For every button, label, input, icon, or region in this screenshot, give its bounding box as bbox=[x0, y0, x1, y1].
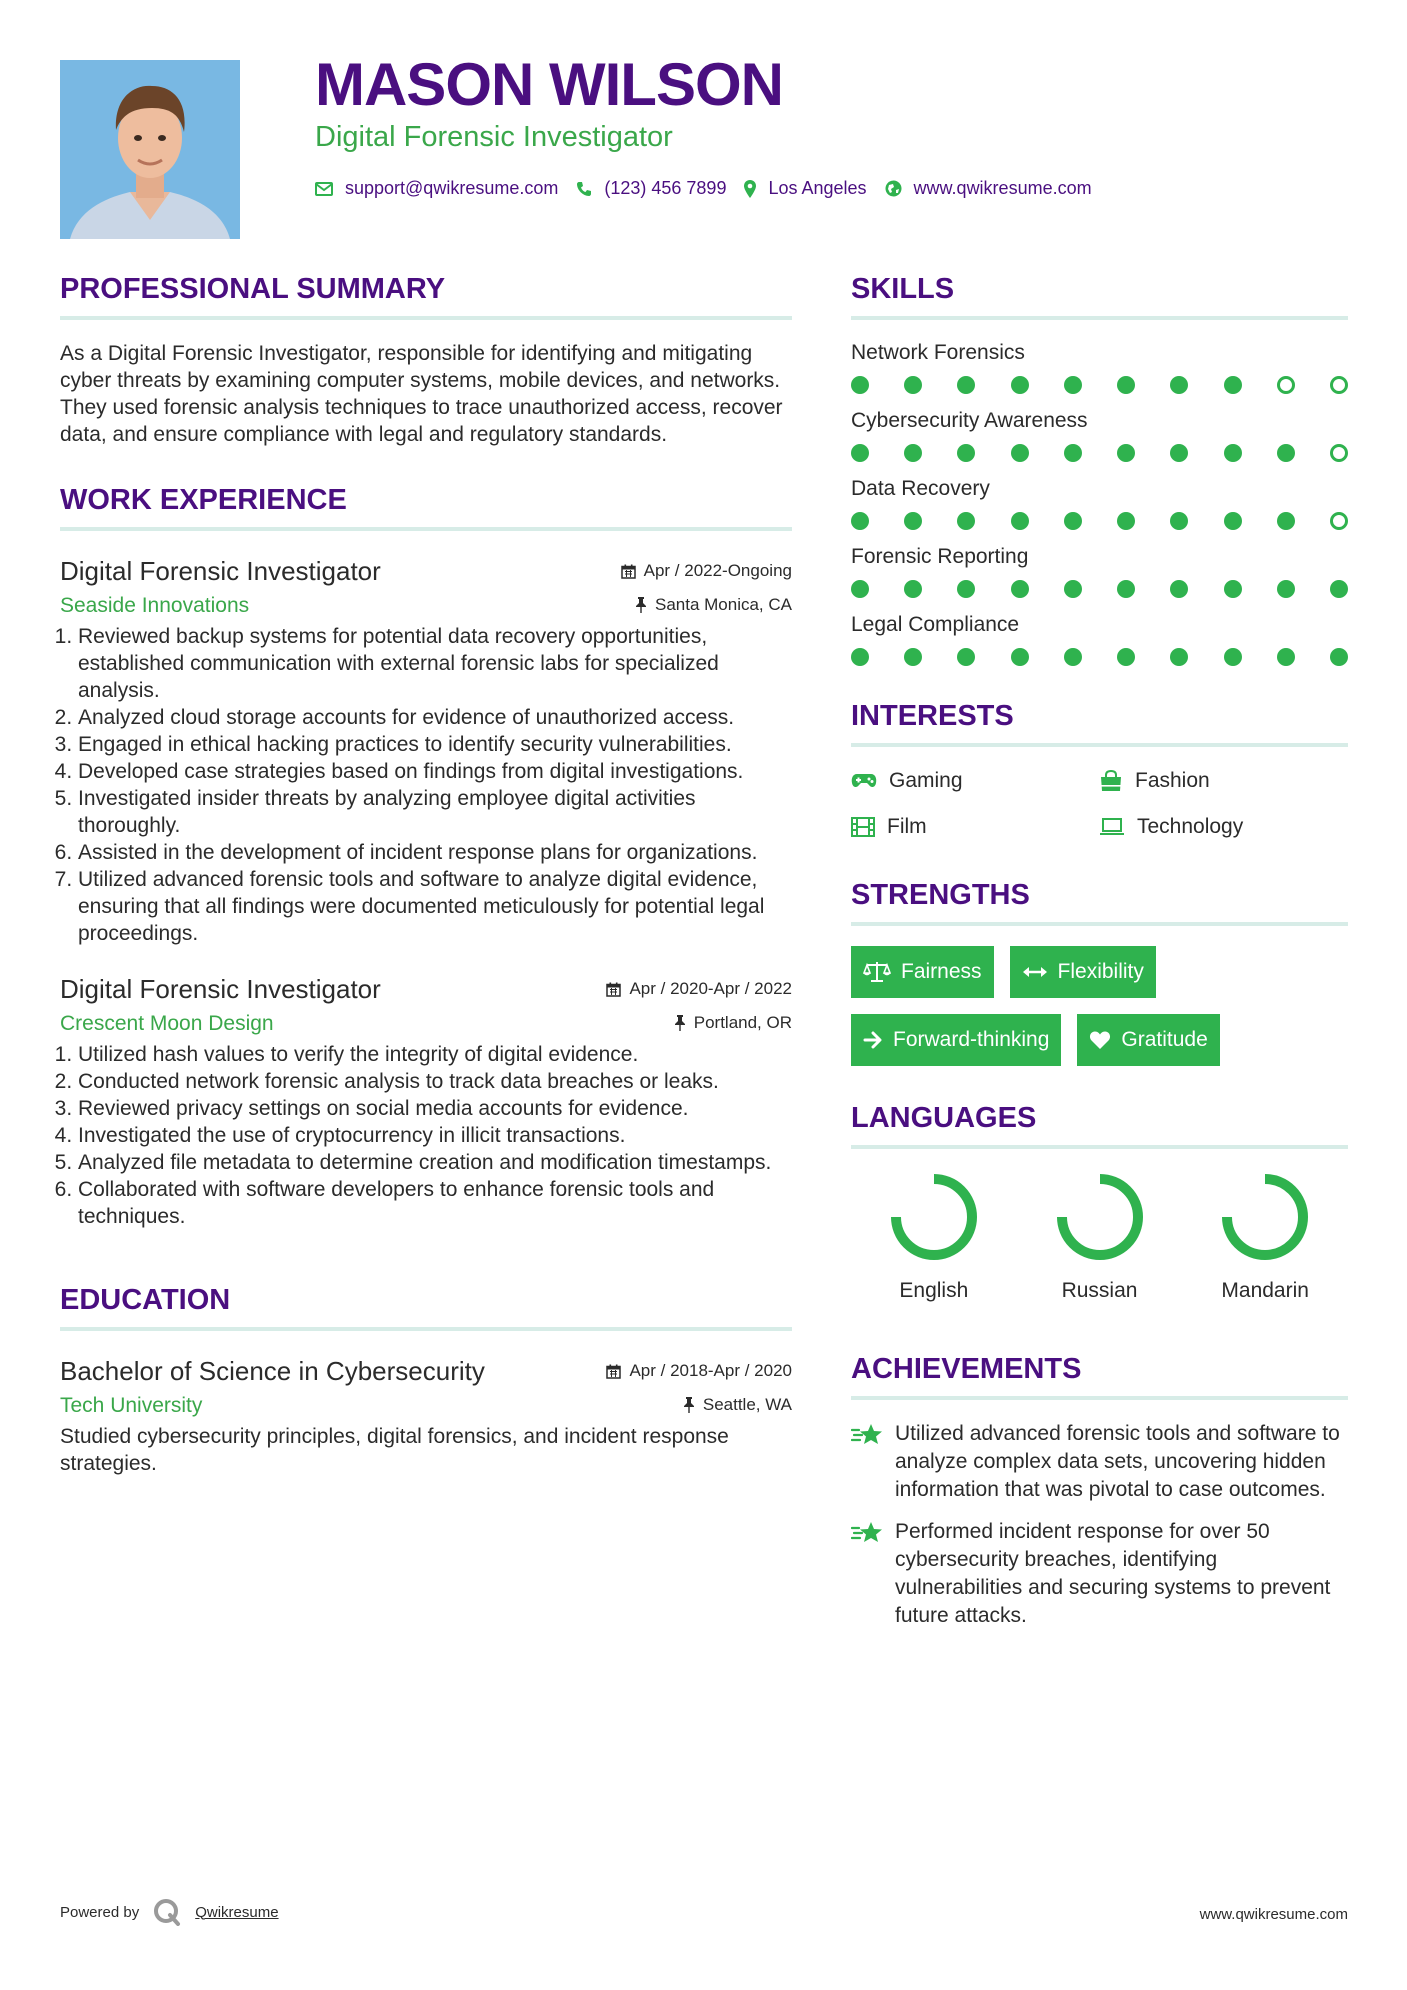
job-location-text: Santa Monica, CA bbox=[654, 595, 792, 614]
skill-item bbox=[851, 612, 1348, 666]
skill-name: Forensic Reporting bbox=[851, 545, 1029, 568]
job-title: Digital Forensic Investigator bbox=[60, 974, 381, 1004]
rating-dot-filled bbox=[1330, 580, 1348, 598]
skill-item bbox=[851, 544, 1348, 598]
list-item: 5. Analyzed file metadata to determine creation and modification timestamps. bbox=[78, 1149, 792, 1176]
rating-dot-filled bbox=[1117, 648, 1135, 666]
calendar-icon bbox=[606, 982, 621, 997]
contact-website[interactable] bbox=[885, 178, 1092, 199]
skills-list bbox=[851, 340, 1348, 666]
strengths-section bbox=[851, 881, 1348, 1066]
calendar-icon bbox=[606, 1364, 621, 1379]
interest-label: Fashion bbox=[1135, 769, 1210, 792]
rating-dot-filled bbox=[904, 648, 922, 666]
skills-section bbox=[851, 275, 1348, 666]
rating-dot-filled bbox=[1170, 444, 1188, 462]
experience-heading: WORK EXPERIENCE bbox=[60, 486, 792, 531]
rating-dot-filled bbox=[1224, 648, 1242, 666]
rating-dot-filled bbox=[1277, 580, 1295, 598]
rating-dot-filled bbox=[1170, 648, 1188, 666]
rating-dot-empty bbox=[1330, 444, 1348, 462]
strength-label: Gratitude bbox=[1121, 1028, 1208, 1051]
list-item: 2. Conducted network forensic analysis to track data breaches or leaks. bbox=[78, 1068, 792, 1095]
balance-scale-icon bbox=[863, 961, 891, 983]
right-column bbox=[851, 275, 1348, 1644]
phone-icon bbox=[576, 181, 592, 197]
calendar-icon bbox=[621, 564, 636, 579]
rating-dot-filled bbox=[1064, 648, 1082, 666]
list-item: 5. Investigated insider threats by analyzing employee digital activities thoroughly. bbox=[78, 785, 792, 839]
job-date bbox=[606, 979, 792, 999]
job-bullets bbox=[60, 1041, 792, 1230]
rating-dot-empty bbox=[1330, 512, 1348, 530]
rating-dot-filled bbox=[1277, 648, 1295, 666]
arrows-horizontal-icon bbox=[1022, 965, 1048, 979]
skill-rating bbox=[851, 580, 1348, 598]
education-date-text: Apr / 2018-Apr / 2020 bbox=[629, 1361, 792, 1380]
language-name: English bbox=[899, 1279, 969, 1302]
rating-dot-filled bbox=[1117, 376, 1135, 394]
heart-icon bbox=[1089, 1030, 1111, 1050]
achievements-heading: ACHIEVEMENTS bbox=[851, 1355, 1348, 1400]
shooting-star-icon bbox=[851, 1422, 883, 1448]
language-item bbox=[1182, 1169, 1348, 1303]
shopping-bag-icon bbox=[1099, 770, 1123, 792]
list-item: 1. Reviewed backup systems for potential data recovery opportunities, established communication with external forensic labs for specialized analysis. bbox=[78, 623, 792, 704]
degree-title: Bachelor of Science in Cybersecurity bbox=[60, 1356, 485, 1386]
rating-dot-filled bbox=[1224, 444, 1242, 462]
profile-photo bbox=[60, 60, 240, 239]
interest-item bbox=[851, 767, 1099, 795]
laptop-icon bbox=[1099, 818, 1125, 836]
language-level-ring bbox=[886, 1169, 982, 1265]
skill-item bbox=[851, 408, 1348, 462]
summary-text: As a Digital Forensic Investigator, responsible for identifying and mitigating cyber threats by examining computer systems, mobile devices, and networks. They used forensic analysis techniques to trace unauthorized access, recover data, and ensure compliance with legal and regulatory standards. bbox=[60, 342, 783, 446]
language-level-ring bbox=[1052, 1169, 1148, 1265]
rating-dot-filled bbox=[1117, 580, 1135, 598]
rating-dot-filled bbox=[851, 580, 869, 598]
footer-brand-link[interactable]: Qwikresume bbox=[195, 1903, 279, 1921]
rating-dot-filled bbox=[1224, 580, 1242, 598]
pushpin-icon bbox=[683, 1397, 695, 1413]
pushpin-icon bbox=[674, 1015, 686, 1031]
rating-dot-filled bbox=[1224, 376, 1242, 394]
strength-chip bbox=[851, 946, 994, 998]
job-date bbox=[621, 561, 792, 581]
list-item: 7. Utilized advanced forensic tools and software to analyze digital evidence, ensuring that all findings were documented meticulously for potential legal proceedings. bbox=[78, 866, 792, 947]
rating-dot-filled bbox=[1064, 512, 1082, 530]
interests-heading: INTERESTS bbox=[851, 702, 1348, 747]
language-level-arc bbox=[896, 1179, 972, 1255]
rating-dot-filled bbox=[851, 376, 869, 394]
rating-dot-filled bbox=[957, 648, 975, 666]
education-date bbox=[606, 1361, 792, 1381]
footer-powered-by bbox=[60, 1898, 279, 1926]
list-item: 3. Reviewed privacy settings on social media accounts for evidence. bbox=[78, 1095, 792, 1122]
list-item: 1. Utilized hash values to verify the integrity of digital evidence. bbox=[78, 1041, 792, 1068]
skill-item bbox=[851, 340, 1348, 394]
skill-rating bbox=[851, 512, 1348, 530]
contact-location-text: Los Angeles bbox=[768, 178, 867, 198]
language-level-arc bbox=[1227, 1179, 1303, 1255]
powered-by-text: Powered by bbox=[60, 1903, 140, 1921]
arrow-right-icon bbox=[863, 1031, 883, 1049]
list-item: 2. Analyzed cloud storage accounts for evidence of unauthorized access. bbox=[78, 704, 792, 731]
skill-rating bbox=[851, 648, 1348, 666]
strength-chip bbox=[1010, 946, 1156, 998]
rating-dot-filled bbox=[957, 444, 975, 462]
rating-dot-filled bbox=[1117, 512, 1135, 530]
languages-section bbox=[851, 1104, 1348, 1303]
job-bullets bbox=[60, 623, 792, 947]
rating-dot-filled bbox=[1224, 512, 1242, 530]
achievement-item bbox=[851, 1420, 1348, 1504]
strength-label: Fairness bbox=[901, 960, 982, 983]
rating-dot-filled bbox=[1277, 512, 1295, 530]
language-item bbox=[851, 1169, 1017, 1303]
job-location bbox=[674, 1013, 792, 1033]
rating-dot-filled bbox=[1170, 512, 1188, 530]
rating-dot-filled bbox=[1064, 580, 1082, 598]
achievement-text: Utilized advanced forensic tools and software to analyze complex data sets, uncovering hidden information that was pivotal to case outcomes. bbox=[895, 1422, 1340, 1501]
rating-dot-filled bbox=[1064, 376, 1082, 394]
interests-grid bbox=[851, 767, 1348, 841]
job-date-text: Apr / 2020-Apr / 2022 bbox=[629, 979, 792, 998]
language-level-arc bbox=[1062, 1179, 1138, 1255]
contact-website-text: www.qwikresume.com bbox=[913, 178, 1092, 198]
language-name: Mandarin bbox=[1221, 1279, 1309, 1302]
rating-dot-filled bbox=[1011, 512, 1029, 530]
strengths-list bbox=[851, 946, 1348, 1066]
list-item: 4. Developed case strategies based on findings from digital investigations. bbox=[78, 758, 792, 785]
strengths-heading: STRENGTHS bbox=[851, 881, 1348, 926]
map-marker-icon bbox=[744, 180, 756, 198]
contact-phone-text: (123) 456 7899 bbox=[604, 178, 727, 198]
rating-dot-empty bbox=[1277, 376, 1295, 394]
rating-dot-filled bbox=[904, 376, 922, 394]
rating-dot-filled bbox=[1170, 580, 1188, 598]
education-location bbox=[683, 1395, 792, 1415]
rating-dot-filled bbox=[904, 580, 922, 598]
job-title: Digital Forensic Investigator bbox=[60, 556, 381, 586]
experience-section bbox=[60, 486, 792, 1230]
skill-name: Data Recovery bbox=[851, 477, 990, 500]
pushpin-icon bbox=[635, 597, 647, 613]
skill-rating bbox=[851, 444, 1348, 462]
interests-section bbox=[851, 702, 1348, 841]
languages-list bbox=[851, 1169, 1348, 1303]
skill-item bbox=[851, 476, 1348, 530]
candidate-title: Digital Forensic Investigator bbox=[315, 121, 673, 153]
school-name: Tech University bbox=[60, 1394, 203, 1417]
contact-email[interactable] bbox=[315, 178, 558, 199]
summary-heading: PROFESSIONAL SUMMARY bbox=[60, 275, 792, 320]
rating-dot-filled bbox=[1170, 376, 1188, 394]
contact-location bbox=[744, 178, 866, 199]
achievements-section bbox=[851, 1355, 1348, 1630]
summary-section bbox=[60, 275, 792, 448]
qwikresume-logo-icon bbox=[153, 1898, 181, 1926]
rating-dot-filled bbox=[957, 580, 975, 598]
shooting-star-icon bbox=[851, 1520, 883, 1546]
contact-bar bbox=[315, 178, 1110, 199]
rating-dot-filled bbox=[1117, 444, 1135, 462]
strength-chip bbox=[1077, 1014, 1219, 1066]
globe-icon bbox=[885, 180, 902, 197]
education-section bbox=[60, 1286, 792, 1477]
rating-dot-filled bbox=[1011, 648, 1029, 666]
rating-dot-filled bbox=[851, 512, 869, 530]
rating-dot-filled bbox=[1011, 376, 1029, 394]
interest-label: Film bbox=[887, 815, 927, 838]
skill-name: Legal Compliance bbox=[851, 613, 1020, 636]
list-item: 3. Engaged in ethical hacking practices to identify security vulnerabilities. bbox=[78, 731, 792, 758]
job-location bbox=[635, 595, 792, 615]
rating-dot-filled bbox=[1011, 444, 1029, 462]
language-item bbox=[1017, 1169, 1183, 1303]
rating-dot-filled bbox=[1277, 444, 1295, 462]
rating-dot-filled bbox=[904, 444, 922, 462]
envelope-icon bbox=[315, 182, 333, 196]
list-item: 6. Collaborated with software developers to enhance forensic tools and techniques. bbox=[78, 1176, 792, 1230]
interest-item bbox=[851, 813, 1099, 841]
skill-rating bbox=[851, 376, 1348, 394]
skill-name: Network Forensics bbox=[851, 341, 1025, 364]
interest-item bbox=[1099, 813, 1348, 841]
achievement-item bbox=[851, 1518, 1348, 1630]
candidate-name: MASON WILSON bbox=[315, 51, 783, 118]
job-entry bbox=[60, 551, 792, 947]
strength-label: Forward-thinking bbox=[893, 1028, 1050, 1051]
education-entry bbox=[60, 1351, 792, 1477]
languages-heading: LANGUAGES bbox=[851, 1104, 1348, 1149]
job-entry bbox=[60, 969, 792, 1230]
language-level-ring bbox=[1217, 1169, 1313, 1265]
gamepad-icon bbox=[851, 773, 877, 789]
education-heading: EDUCATION bbox=[60, 1286, 792, 1331]
rating-dot-empty bbox=[1330, 376, 1348, 394]
rating-dot-filled bbox=[851, 648, 869, 666]
job-company: Seaside Innovations bbox=[60, 594, 250, 617]
contact-phone[interactable] bbox=[576, 178, 726, 199]
rating-dot-filled bbox=[957, 512, 975, 530]
job-location-text: Portland, OR bbox=[693, 1013, 792, 1032]
language-name: Russian bbox=[1061, 1279, 1138, 1302]
rating-dot-filled bbox=[1330, 648, 1348, 666]
rating-dot-filled bbox=[957, 376, 975, 394]
interest-label: Gaming bbox=[889, 769, 963, 792]
strength-chip bbox=[851, 1014, 1061, 1066]
rating-dot-filled bbox=[851, 444, 869, 462]
skill-name: Cybersecurity Awareness bbox=[851, 409, 1088, 432]
rating-dot-filled bbox=[1064, 444, 1082, 462]
achievement-text: Performed incident response for over 50 cybersecurity breaches, identifying vulnerabilities and securing systems to prevent future attacks. bbox=[895, 1520, 1331, 1627]
education-description: Studied cybersecurity principles, digital forensics, and incident response strategies. bbox=[60, 1425, 729, 1475]
list-item: 6. Assisted in the development of incident response plans for organizations. bbox=[78, 839, 792, 866]
interest-label: Technology bbox=[1137, 815, 1244, 838]
left-column bbox=[60, 275, 792, 1477]
skills-heading: SKILLS bbox=[851, 275, 1348, 320]
contact-email-text: support@qwikresume.com bbox=[345, 178, 559, 198]
film-icon bbox=[851, 817, 875, 837]
strength-label: Flexibility bbox=[1057, 960, 1144, 983]
job-company: Crescent Moon Design bbox=[60, 1012, 274, 1035]
rating-dot-filled bbox=[1011, 580, 1029, 598]
list-item: 4. Investigated the use of cryptocurrency in illicit transactions. bbox=[78, 1122, 792, 1149]
job-date-text: Apr / 2022-Ongoing bbox=[643, 561, 792, 580]
education-location-text: Seattle, WA bbox=[702, 1395, 792, 1414]
interest-item bbox=[1099, 767, 1348, 795]
footer-website[interactable]: www.qwikresume.com bbox=[1199, 1906, 1348, 1923]
rating-dot-filled bbox=[904, 512, 922, 530]
